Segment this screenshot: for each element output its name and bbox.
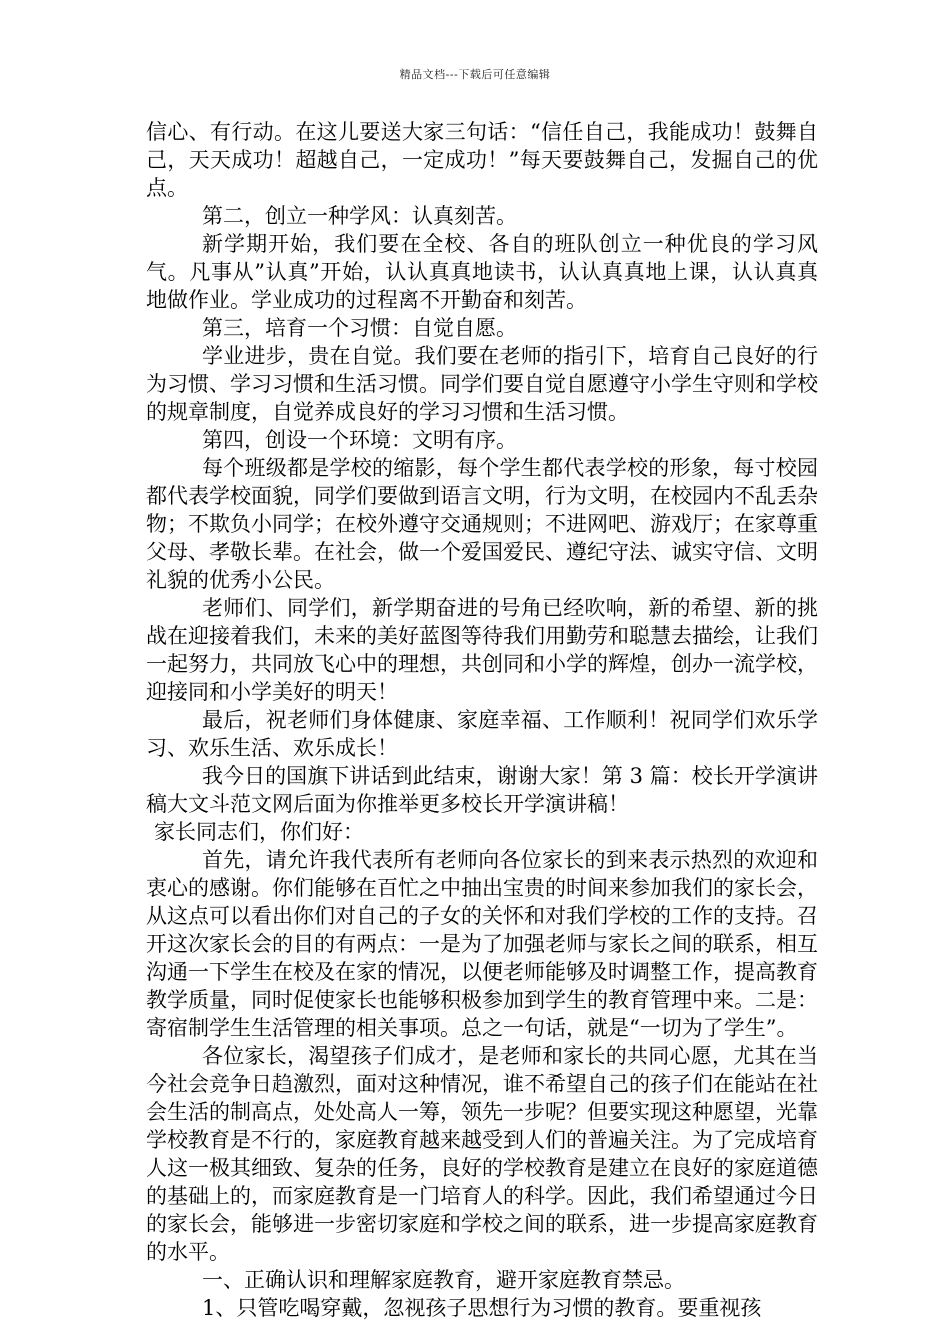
paragraph: 首先，请允许我代表所有老师向各位家长的到来表示热烈的欢迎和衷心的感谢。你们能够在百忙之中抽出宝贵的时间来参加我们的家长会，从这点可以看出你们对自己的子女的关怀和对我们学校的工作的支持。召开这次家长会的目的有两点：一是为了加强老师与家长之间的联系，相互沟通一下学生在校及在家的情况，以便老师能够及时调整工作，提高教育教学质量，同时促使家长也能够积极参加到学生的教育管理中来。二是：寄宿制学生生活管理的相关事项。总之一句话，就是“一切为了学生”。 (146, 848, 818, 1040)
page-header-note: 精品文档---下载后可任意编辑 (399, 68, 551, 81)
paragraph: 第三，培育一个习惯：自觉自愿。 (202, 316, 517, 340)
paragraph: 我今日的国旗下讲话到此结束，谢谢大家！第 3 篇：校长开学演讲稿大文斗范文网后面为你推举更多校长开学演讲稿！ (146, 764, 818, 816)
paragraph: 第二，创立一种学风：认真刻苦。 (202, 204, 517, 228)
paragraph: 每个班级都是学校的缩影，每个学生都代表学校的形象，每寸校园都代表学校面貌，同学们要做到语言文明，行为文明，在校园内不乱丢杂物；不欺负小同学；在校外遵守交通规则；不进网吧、游戏厅；在家尊重父母、孝敬长辈。在社会，做一个爱国爱民、遵纪守法、诚实守信、文明礼貌的优秀小公民。 (146, 456, 818, 592)
paragraph: 最后，祝老师们身体健康、家庭幸福、工作顺利！祝同学们欢乐学习、欢乐生活、欢乐成长！ (146, 708, 818, 760)
paragraph: 学业进步，贵在自觉。我们要在老师的指引下，培育自己良好的行为习惯、学习习惯和生活习惯。同学们要自觉自愿遵守小学生守则和学校的规章制度，自觉养成良好的学习习惯和生活习惯。 (146, 344, 818, 424)
paragraph: 各位家长，渴望孩子们成才，是老师和家长的共同心愿，尤其在当今社会竞争日趋激烈，面对这种情况，谁不希望自己的孩子们在能站在社会生活的制高点，处处高人一筹，领先一步呢？但要实现这种愿望，光靠学校教育是不行的，家庭教育越来越受到人们的普遍关注。为了完成培育人这一极其细致、复杂的任务，良好的学校教育是建立在良好的家庭道德的基础上的，而家庭教育是一门培育人的科学。因此，我们希望通过今日的家长会，能够进一步密切家庭和学校之间的联系，进一步提高家庭教育的水平。 (146, 1044, 818, 1264)
paragraph: 信心、有行动。在这儿要送大家三句话：“信任自己，我能成功！鼓舞自己，天天成功！超越自己，一定成功！”每天要鼓舞自己，发掘自己的优点。 (146, 120, 818, 200)
paragraph: 家长同志们，你们好： (154, 820, 364, 844)
document-body (146, 118, 818, 1322)
paragraph: 第四，创设一个环境：文明有序。 (202, 428, 517, 452)
paragraph: 老师们、同学们，新学期奋进的号角已经吹响，新的希望、新的挑战在迎接着我们，未来的美好蓝图等待我们用勤劳和聪慧去描绘，让我们一起努力，共同放飞心中的理想，共创同和小学的辉煌，创办一流学校，迎接同和小学美好的明天！ (146, 596, 818, 704)
paragraph: 1、只管吃喝穿戴，忽视孩子思想行为习惯的教育。要重视孩 (202, 1296, 762, 1320)
paragraph: 新学期开始，我们要在全校、各自的班队创立一种优良的学习风气。凡事从”认真”开始，认认真真地读书，认认真真地上课，认认真真地做作业。学业成功的过程离不开勤奋和刻苦。 (146, 232, 818, 312)
paragraph: 一、正确认识和理解家庭教育，避开家庭教育禁忌。 (202, 1268, 685, 1292)
